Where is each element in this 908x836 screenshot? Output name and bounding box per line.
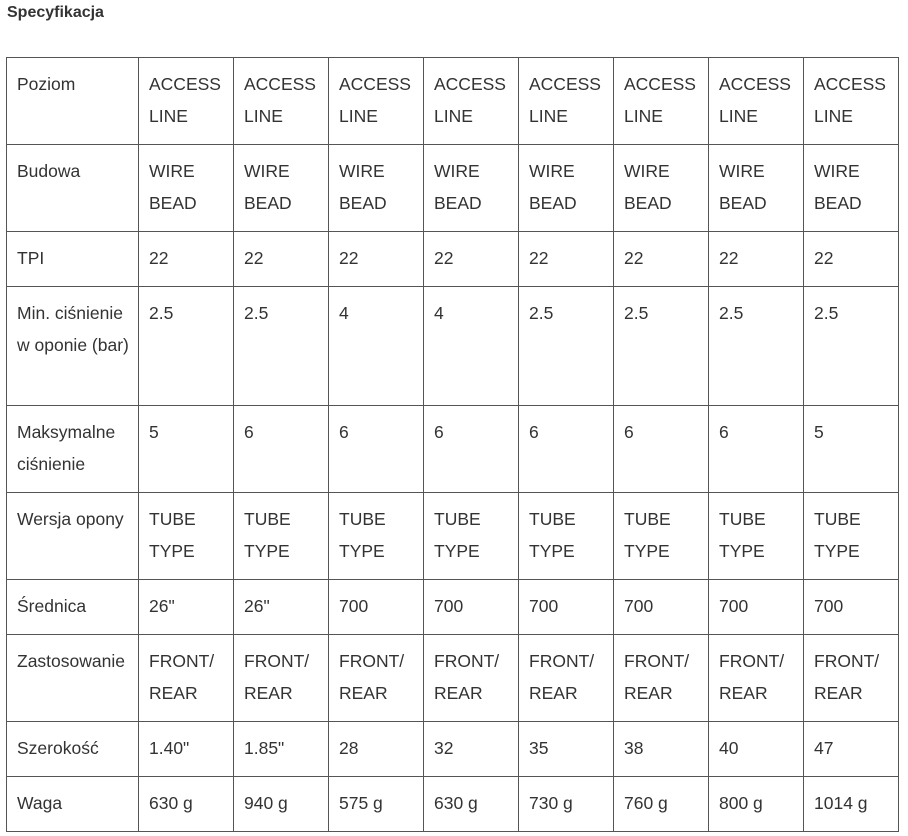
cell-value: ACCESS LINE [624,74,696,126]
table-cell [234,493,329,580]
cell-value: WIRE BEAD [434,161,482,213]
table-cell [329,777,424,832]
cell-value: TUBE TYPE [149,509,196,561]
table-cell [424,58,519,145]
cell-value: TUBE TYPE [339,509,386,561]
table-cell [329,406,424,493]
table-cell [139,493,234,580]
cell-value: 630 g [149,793,193,813]
table-cell [519,635,614,722]
table-cell [424,580,519,635]
cell-value: 1.40" [149,738,190,758]
row-label: Zastosowanie [17,651,125,671]
cell-value: TUBE TYPE [624,509,671,561]
cell-value: 22 [434,248,454,268]
table-cell [709,232,804,287]
cell-value: 28 [339,738,359,758]
table-cell [804,58,899,145]
cell-value: WIRE BEAD [149,161,197,213]
table-cell [804,406,899,493]
row-label-cell [7,232,139,287]
row-label: Min. ciśnienie w oponie (bar) [17,303,129,355]
table-cell [329,232,424,287]
table-cell [614,635,709,722]
cell-value: ACCESS LINE [434,74,506,126]
table-cell [804,493,899,580]
table-cell [424,777,519,832]
table-cell [519,287,614,406]
row-label-cell [7,145,139,232]
cell-value: 22 [339,248,359,268]
table-cell [804,287,899,406]
cell-value: 6 [339,422,349,442]
cell-value: ACCESS LINE [719,74,791,126]
row-label-cell [7,58,139,145]
table-cell [709,287,804,406]
cell-value: 700 [719,596,749,616]
table-cell [709,58,804,145]
row-label: TPI [17,248,45,268]
cell-value: 6 [719,422,729,442]
cell-value: FRONT/ REAR [434,651,500,703]
cell-value: 575 g [339,793,383,813]
cell-value: 730 g [529,793,573,813]
table-cell [424,287,519,406]
row-label: Wersja opony [17,509,124,529]
table-cell [614,145,709,232]
table-row [7,580,899,635]
cell-value: 5 [814,422,824,442]
cell-value: FRONT/ REAR [624,651,690,703]
row-label-cell [7,635,139,722]
cell-value: 940 g [244,793,288,813]
table-cell [329,287,424,406]
table-cell [424,145,519,232]
table-cell [709,635,804,722]
table-cell [329,635,424,722]
cell-value: 35 [529,738,549,758]
row-label-cell [7,722,139,777]
cell-value: FRONT/ REAR [339,651,405,703]
table-cell [139,580,234,635]
cell-value: 1014 g [814,793,868,813]
cell-value: 47 [814,738,834,758]
cell-value: 22 [244,248,264,268]
table-cell [139,722,234,777]
table-cell [424,232,519,287]
table-cell [139,406,234,493]
table-cell [234,580,329,635]
specification-table [6,57,899,832]
table-cell [519,493,614,580]
table-cell [234,287,329,406]
cell-value: WIRE BEAD [719,161,767,213]
cell-value: ACCESS LINE [814,74,886,126]
table-cell [519,580,614,635]
cell-value: 22 [814,248,834,268]
cell-value: 22 [149,248,169,268]
table-cell [519,145,614,232]
table-cell [329,493,424,580]
row-label: Poziom [17,74,76,94]
row-label-cell [7,493,139,580]
cell-value: 22 [624,248,644,268]
cell-value: 700 [339,596,369,616]
table-cell [424,493,519,580]
table-cell [139,58,234,145]
table-cell [424,406,519,493]
table-cell [234,722,329,777]
cell-value: 22 [529,248,549,268]
cell-value: 6 [624,422,634,442]
table-cell [614,287,709,406]
row-label: Średnica [17,596,87,616]
table-cell [709,777,804,832]
cell-value: 26" [149,596,175,616]
cell-value: 6 [244,422,254,442]
table-cell [329,58,424,145]
cell-value: WIRE BEAD [244,161,292,213]
table-cell [424,635,519,722]
table-cell [804,145,899,232]
table-cell [234,406,329,493]
cell-value: WIRE BEAD [339,161,387,213]
cell-value: WIRE BEAD [624,161,672,213]
cell-value: TUBE TYPE [434,509,481,561]
cell-value: 1.85" [244,738,285,758]
cell-value: ACCESS LINE [529,74,601,126]
cell-value: TUBE TYPE [244,509,291,561]
row-label-cell [7,777,139,832]
table-cell [709,406,804,493]
row-label-cell [7,580,139,635]
table-cell [519,58,614,145]
table-cell [709,493,804,580]
cell-value: FRONT/ REAR [149,651,215,703]
table-cell [614,232,709,287]
table-cell [139,287,234,406]
section-heading: Specyfikacja [7,4,104,21]
table-cell [519,406,614,493]
cell-value: 32 [434,738,454,758]
cell-value: 40 [719,738,739,758]
cell-value: 800 g [719,793,763,813]
table-cell [234,777,329,832]
cell-value: 2.5 [814,303,839,323]
cell-value: 4 [434,303,444,323]
table-cell [329,145,424,232]
table-cell [709,722,804,777]
table-cell [804,722,899,777]
cell-value: WIRE BEAD [529,161,577,213]
cell-value: 5 [149,422,159,442]
table-cell [709,580,804,635]
table-cell [234,232,329,287]
cell-value: FRONT/ REAR [529,651,595,703]
cell-value: ACCESS LINE [149,74,221,126]
table-row [7,777,899,832]
cell-value: FRONT/ REAR [719,651,785,703]
table-cell [519,777,614,832]
table-row [7,58,899,145]
row-label: Maksymalne ciśnienie [17,422,116,474]
cell-value: 6 [434,422,444,442]
cell-value: ACCESS LINE [244,74,316,126]
cell-value: TUBE TYPE [814,509,861,561]
table-cell [139,232,234,287]
row-label-cell [7,287,139,406]
table-row [7,287,899,406]
cell-value: 630 g [434,793,478,813]
table-row [7,722,899,777]
table-cell [519,232,614,287]
table-row [7,406,899,493]
cell-value: 2.5 [529,303,554,323]
cell-value: 700 [814,596,844,616]
table-cell [614,58,709,145]
cell-value: 38 [624,738,644,758]
table-cell [614,493,709,580]
cell-value: 26" [244,596,270,616]
table-cell [329,722,424,777]
table-row [7,493,899,580]
cell-value: 2.5 [719,303,744,323]
table-cell [139,777,234,832]
cell-value: 22 [719,248,739,268]
table-cell [424,722,519,777]
table-row [7,232,899,287]
table-cell [139,145,234,232]
table-cell [614,580,709,635]
table-row [7,145,899,232]
row-label: Szerokość [17,738,99,758]
cell-value: 2.5 [244,303,269,323]
row-label: Budowa [17,161,81,181]
cell-value: 700 [434,596,464,616]
specification-table-body [7,58,899,832]
table-cell [804,580,899,635]
cell-value: TUBE TYPE [719,509,766,561]
table-cell [234,58,329,145]
cell-value: WIRE BEAD [814,161,862,213]
cell-value: 700 [529,596,559,616]
cell-value: 2.5 [624,303,649,323]
table-cell [709,145,804,232]
cell-value: 700 [624,596,654,616]
cell-value: FRONT/ REAR [814,651,880,703]
table-cell [804,777,899,832]
cell-value: 760 g [624,793,668,813]
table-row [7,635,899,722]
cell-value: TUBE TYPE [529,509,576,561]
table-cell [234,145,329,232]
row-label-cell [7,406,139,493]
table-cell [804,635,899,722]
table-cell [139,635,234,722]
table-cell [614,406,709,493]
row-label: Waga [17,793,63,813]
table-cell [519,722,614,777]
table-cell [614,777,709,832]
cell-value: ACCESS LINE [339,74,411,126]
cell-value: 2.5 [149,303,174,323]
cell-value: FRONT/ REAR [244,651,310,703]
table-cell [614,722,709,777]
table-cell [804,232,899,287]
cell-value: 6 [529,422,539,442]
table-cell [329,580,424,635]
table-cell [234,635,329,722]
cell-value: 4 [339,303,349,323]
